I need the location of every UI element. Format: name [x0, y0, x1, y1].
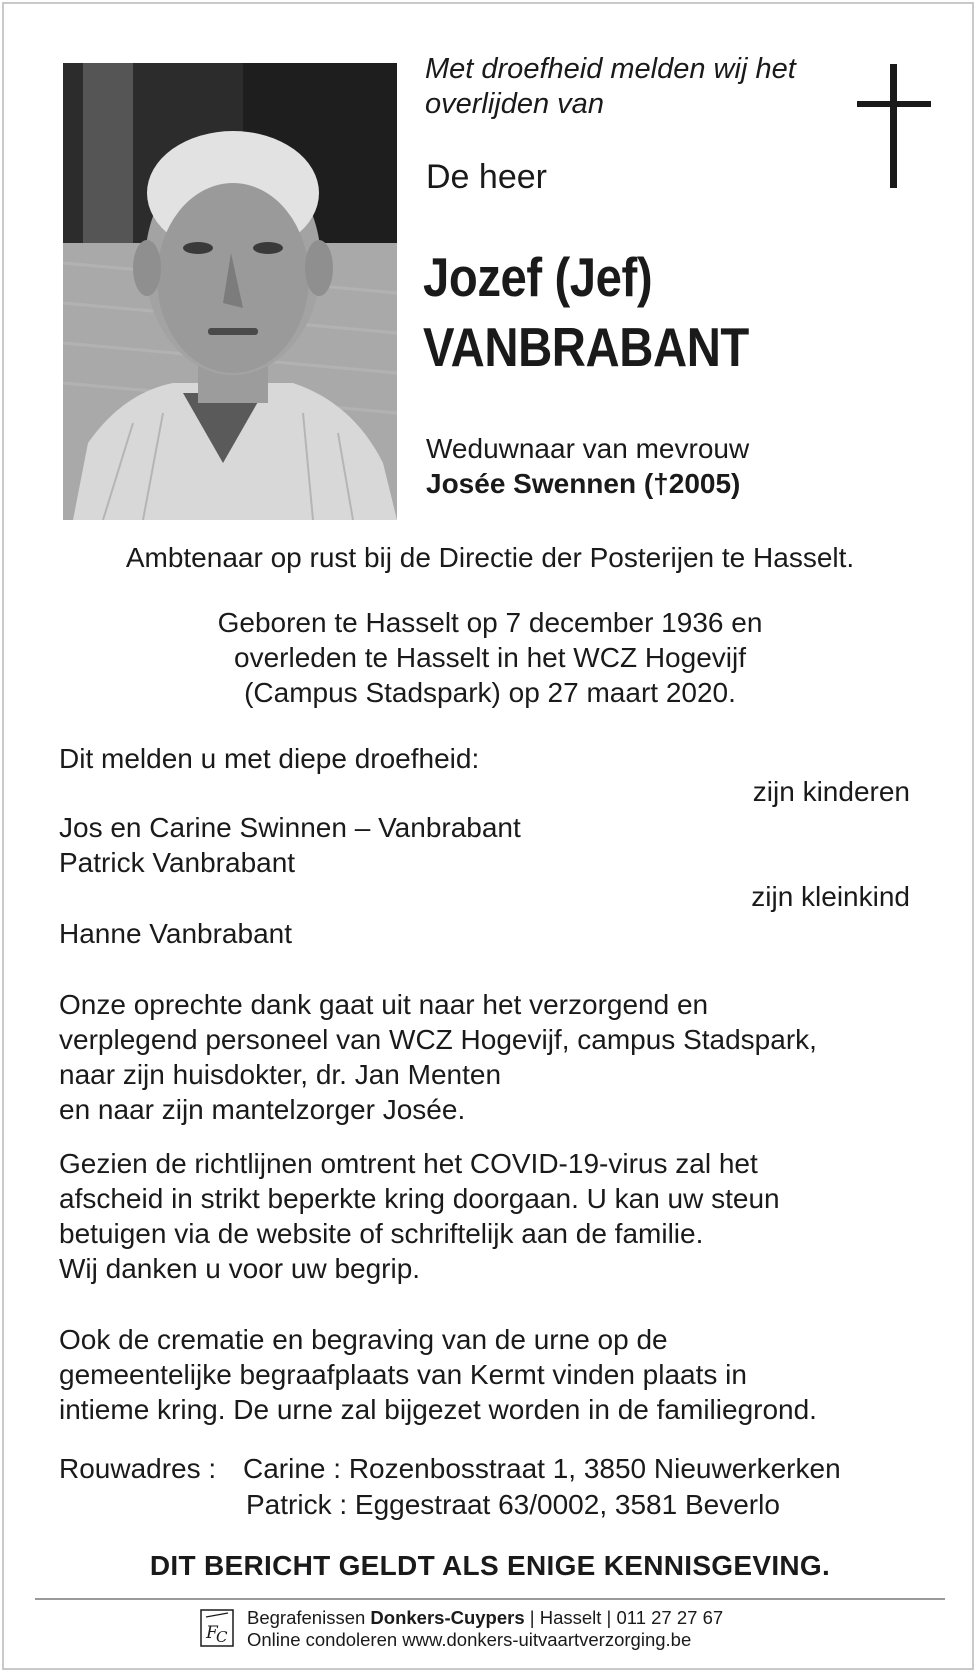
- widow-name: Josée Swennen (†2005): [426, 468, 741, 499]
- svg-text:F: F: [206, 1623, 218, 1643]
- occupation: Ambtenaar op rust bij de Directie der Posterijen te Hasselt.: [125, 542, 855, 573]
- portrait-photo: [63, 63, 397, 520]
- funeral-home-info: [247, 1607, 723, 1651]
- covid-line: Gezien de richtlijnen omtrent het COVID-19-virus zal het: [59, 1148, 758, 1179]
- covid-line: afscheid in strikt beperkte kring doorgaan. U kan uw steun: [59, 1183, 780, 1214]
- thanks-line: en naar zijn mantelzorger Josée.: [59, 1094, 466, 1125]
- salutation: De heer: [426, 158, 547, 196]
- birth-death-line: overleden te Hasselt in het WCZ Hogevijf: [234, 642, 746, 673]
- address-line-carine: Carine : Rozenbosstraat 1, 3850 Nieuwerkerken: [243, 1453, 841, 1484]
- birth-death-line: Geboren te Hasselt op 7 december 1936 en: [217, 607, 763, 638]
- covid-line: betuigen via de website of schriftelijk aan de familie.: [59, 1218, 704, 1249]
- announce-text: Dit melden u met diepe droefheid:: [59, 743, 480, 774]
- grandchild-name: Hanne Vanbrabant: [59, 918, 292, 949]
- footer-divider: [35, 1598, 945, 1600]
- deceased-name: [423, 242, 749, 382]
- thanks-paragraph: [59, 987, 817, 1127]
- thanks-line: Onze oprechte dank gaat uit naar het verzorgend en: [59, 989, 709, 1020]
- funeral-home-logo-icon: [200, 1609, 234, 1647]
- intro-line: Met droefheid melden wij het: [425, 53, 796, 85]
- deceased-last-name: VANBRABANT: [423, 316, 749, 378]
- intro-text: [425, 52, 845, 122]
- address-label: Rouwadres :: [59, 1453, 217, 1484]
- deceased-first-name: Jozef (Jef): [423, 246, 653, 308]
- grandchild-label: zijn kleinkind: [751, 881, 910, 912]
- birth-death-block: [0, 605, 980, 710]
- children-label: zijn kinderen: [752, 776, 910, 807]
- cremation-line: gemeentelijke begraafplaats van Kermt vinden plaats in: [59, 1359, 747, 1390]
- birth-death-line: (Campus Stadspark) op 27 maart 2020.: [244, 677, 736, 708]
- covid-paragraph: [59, 1146, 780, 1286]
- thanks-line: naar zijn huisdokter, dr. Jan Menten: [59, 1059, 502, 1090]
- condolence-website: Online condoleren www.donkers-uitvaartverzorging.be: [247, 1629, 692, 1650]
- cremation-line: intieme kring. De urne zal bijgezet worden in de familiegrond.: [59, 1394, 817, 1425]
- address-line-patrick: Patrick : Eggestraat 63/0002, 3581 Beverlo: [246, 1489, 780, 1520]
- cremation-paragraph: [59, 1322, 817, 1427]
- child-name: Jos en Carine Swinnen – Vanbrabant: [59, 812, 521, 843]
- funeral-home-contact: | Hasselt | 011 27 27 67: [529, 1607, 724, 1628]
- covid-line: Wij danken u voor uw begrip.: [59, 1253, 421, 1284]
- cross-icon: [857, 64, 931, 188]
- funeral-home-line1: [247, 1607, 723, 1629]
- funeral-home-name: Donkers-Cuypers: [370, 1607, 525, 1628]
- footer-prefix: Begrafenissen: [247, 1607, 366, 1628]
- cremation-line: Ook de crematie en begraving van de urne op de: [59, 1324, 668, 1355]
- grandchild-list: [59, 916, 292, 951]
- closing-statement: DIT BERICHT GELDT ALS ENIGE KENNISGEVING.: [149, 1550, 831, 1581]
- svg-text:C: C: [216, 1628, 228, 1646]
- children-list: [59, 810, 521, 880]
- thanks-line: verplegend personeel van WCZ Hogevijf, campus Stadspark,: [59, 1024, 817, 1055]
- child-name: Patrick Vanbrabant: [59, 847, 296, 878]
- intro-line: overlijden van: [425, 88, 604, 120]
- widow-line: Weduwnaar van mevrouw: [426, 433, 750, 464]
